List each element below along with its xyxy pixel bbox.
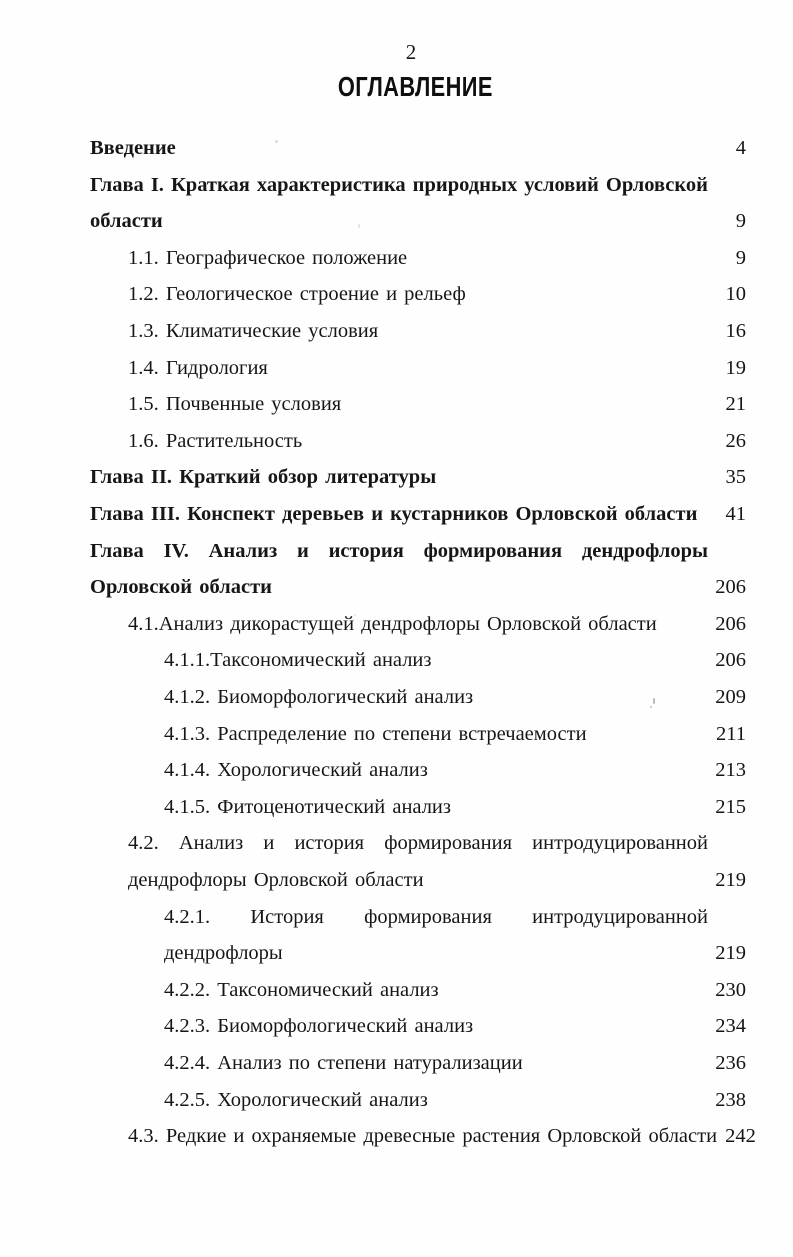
scan-artifact	[358, 224, 360, 228]
toc-entry-text: Введение	[90, 137, 176, 159]
toc-line	[128, 609, 746, 639]
toc-entry-text: Глава I. Краткая характеристика природных условий Орловской	[90, 174, 708, 196]
toc-page-number: 9	[735, 247, 746, 269]
scan-artifact	[653, 698, 655, 704]
scan-artifact	[466, 1146, 468, 1148]
toc-page-number: 41	[725, 503, 746, 525]
toc-line	[164, 682, 746, 712]
toc-page-number: 19	[725, 357, 746, 379]
scan-artifact	[275, 140, 278, 143]
toc-line	[90, 133, 746, 163]
toc-page-number: 209	[715, 686, 746, 708]
toc-line	[128, 243, 746, 273]
toc-line	[90, 572, 746, 602]
toc-line	[128, 316, 746, 346]
toc-entry-text: 4.1.2. Биоморфологический анализ	[164, 686, 474, 708]
toc-line	[164, 975, 746, 1005]
toc-page-number: 206	[715, 613, 746, 635]
toc-line	[90, 536, 746, 566]
toc-entry-text: 4.2.1. История формирования интродуцированной	[164, 906, 708, 928]
toc-page-number: 234	[715, 1015, 746, 1037]
toc-entry-text: 1.5. Почвенные условия	[128, 393, 342, 415]
toc-line	[128, 828, 746, 858]
toc-line	[164, 792, 746, 822]
toc-page-number: 219	[715, 942, 746, 964]
toc-entry-text: 4.1.3. Распределение по степени встречаемости	[164, 723, 587, 745]
toc-page-number: 35	[725, 466, 746, 488]
toc-entry-text: 4.2.3. Биоморфологический анализ	[164, 1015, 474, 1037]
toc-page-number: 206	[715, 576, 746, 598]
toc-line	[128, 865, 746, 895]
toc-entry-text: Глава III. Конспект деревьев и кустарников Орловской области	[90, 503, 698, 525]
toc-line	[164, 1085, 746, 1115]
toc-entry-text: 4.2.2. Таксономический анализ	[164, 979, 439, 1001]
toc-page-number: 236	[715, 1052, 746, 1074]
toc-page-number: 213	[715, 759, 746, 781]
toc-entry-text: 1.2. Геологическое строение и рельеф	[128, 283, 466, 305]
toc-entry-text: 4.1.Анализ дикорастущей дендрофлоры Орловской области	[128, 613, 657, 635]
toc-entry-text: 1.6. Растительность	[128, 430, 303, 452]
toc-page-number: 230	[715, 979, 746, 1001]
toc-line	[128, 353, 746, 383]
toc-entry-text: 4.2.5. Хорологический анализ	[164, 1089, 428, 1111]
toc-line	[90, 206, 746, 236]
toc-page-number: 21	[725, 393, 746, 415]
toc-page-number: 26	[725, 430, 746, 452]
page-number: 2	[405, 40, 417, 64]
toc-entry-text: Орловской области	[90, 576, 272, 598]
toc-line	[90, 170, 746, 200]
toc-line	[128, 426, 746, 456]
toc-page-number: 238	[715, 1089, 746, 1111]
toc-line	[164, 645, 746, 675]
toc-page-number: 206	[715, 649, 746, 671]
toc-page-number: 242	[725, 1125, 756, 1147]
toc-page-number: 211	[716, 723, 746, 745]
toc-page-number: 4	[735, 137, 746, 159]
toc-entry-text: области	[90, 210, 163, 232]
toc-line	[164, 1011, 746, 1041]
toc-line	[128, 389, 746, 419]
toc-entry-text: 4.1.1.Таксономический анализ	[164, 649, 432, 671]
toc-page-number: 10	[725, 283, 746, 305]
toc-line	[164, 755, 746, 785]
toc-page-number: 9	[735, 210, 746, 232]
toc-entry-text: 1.1. Географическое положение	[128, 247, 408, 269]
toc-entry-text: 1.4. Гидрология	[128, 357, 268, 379]
toc-line	[164, 1048, 746, 1078]
scan-artifact	[650, 706, 652, 708]
toc-line	[90, 499, 746, 529]
toc-entry-text: 4.1.4. Хорологический анализ	[164, 759, 428, 781]
toc-page-number: 16	[725, 320, 746, 342]
toc-entry-text: Глава II. Краткий обзор литературы	[90, 466, 437, 488]
toc-page-number: 215	[715, 796, 746, 818]
toc-line	[164, 719, 746, 749]
scan-artifact	[354, 614, 356, 616]
toc-line	[128, 1121, 756, 1151]
toc-line	[164, 902, 746, 932]
toc-entry-text: 4.2.4. Анализ по степени натурализации	[164, 1052, 523, 1074]
toc-line	[128, 279, 746, 309]
toc-entry-text: Глава IV. Анализ и история формирования дендрофлоры	[90, 540, 708, 562]
toc-entry-text: 4.2. Анализ и история формирования интродуцированной	[128, 832, 708, 854]
toc-entry-text: 1.3. Климатические условия	[128, 320, 379, 342]
toc-line	[90, 462, 746, 492]
toc-entry-text: 4.1.5. Фитоценотический анализ	[164, 796, 451, 818]
toc-page-number: 219	[715, 869, 746, 891]
toc-entry-text: дендрофлоры Орловской области	[128, 869, 424, 891]
toc-entry-text: 4.3. Редкие и охраняемые древесные растения Орловской области	[128, 1125, 718, 1147]
toc-entry-text: дендрофлоры	[164, 942, 283, 964]
toc-line	[164, 938, 746, 968]
page-title-text: ОГЛАВЛЕНИЕ	[337, 71, 493, 102]
